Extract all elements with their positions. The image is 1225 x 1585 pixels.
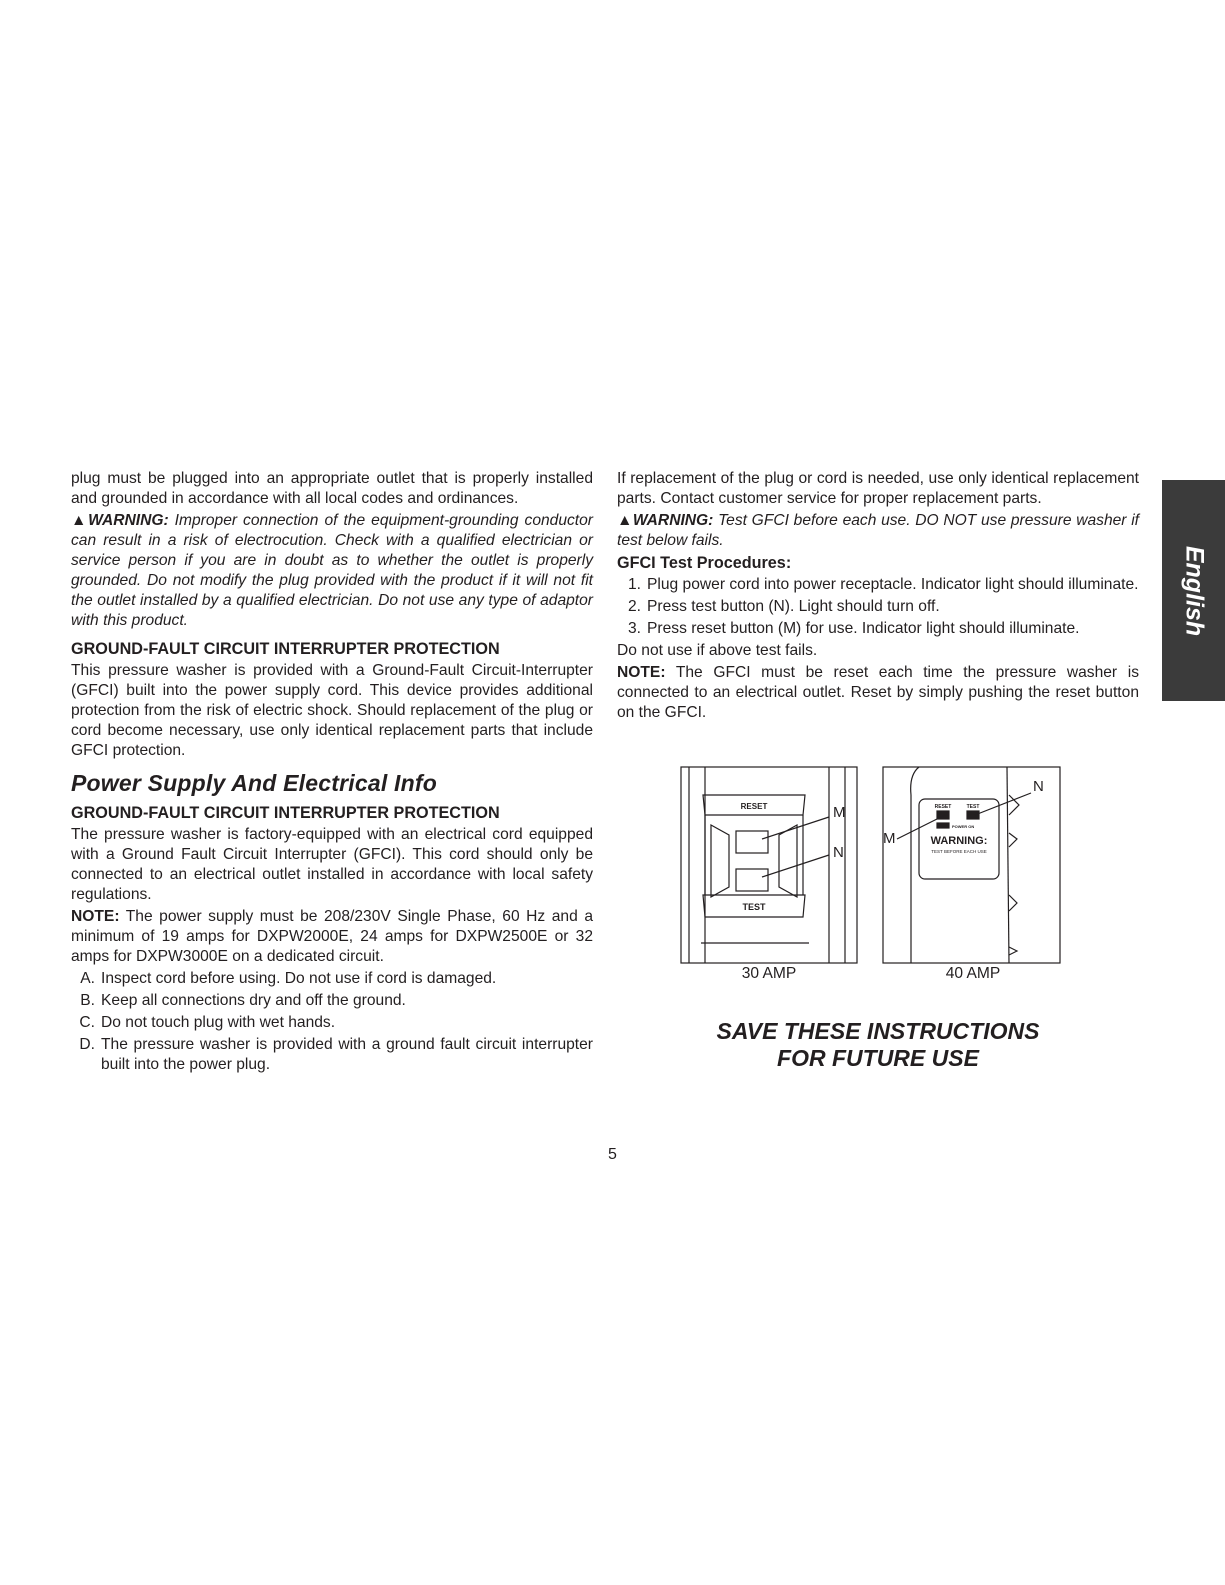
fig2-callout-n: N <box>1033 778 1044 795</box>
list-marker: 2. <box>627 598 641 615</box>
fig2-callout-m: M <box>883 830 896 847</box>
test-steps-list <box>617 575 1139 639</box>
fig2-power-label: POWER ON <box>952 824 975 829</box>
warning-electrocution <box>71 511 593 631</box>
test-fail-paragraph: Do not use if above test fails. <box>617 642 818 659</box>
gfci-illustration <box>679 765 1063 965</box>
fig1-callout-m: M <box>833 804 846 821</box>
gfci-30amp-figure <box>681 767 857 963</box>
list-item <box>617 575 1139 595</box>
fig1-caption: 30 AMP <box>741 965 797 982</box>
list-item <box>71 1035 593 1075</box>
list-text: Keep all connections dry and off the ground. <box>101 992 406 1009</box>
list-marker: D. <box>79 1036 95 1053</box>
right-column <box>617 469 1139 725</box>
note-text: The GFCI must be reset each time the pressure washer is connected to an electrical outlet. Reset by simply pushing the reset button on the GFCI. <box>617 664 1139 721</box>
list-text: Press test button (N). Light should turn off. <box>647 598 940 615</box>
fig1-callout-n: N <box>833 844 844 861</box>
power-note <box>71 907 593 967</box>
list-item <box>71 1013 593 1033</box>
note-label: NOTE: <box>617 664 666 681</box>
gfci-paragraph-2: The pressure washer is factory-equipped with an electrical cord equipped with a Ground Fault Circuit Interrupter (GFCI). This cord should only be connected to an electrical outlet installed in accordance with local safety regulations. <box>71 826 593 903</box>
list-item <box>617 597 1139 617</box>
test-procedures-heading: GFCI Test Procedures: <box>617 554 792 572</box>
list-text: Inspect cord before using. Do not use if cord is damaged. <box>101 970 497 987</box>
list-marker: 1. <box>627 576 641 593</box>
intro-paragraph: plug must be plugged into an appropriate outlet that is properly installed and grounded in accordance with all local codes and ordinances. <box>71 470 593 507</box>
list-item <box>71 969 593 989</box>
note-label: NOTE: <box>71 908 120 925</box>
list-text: Plug power cord into power receptacle. Indicator light should illuminate. <box>647 576 1139 593</box>
gfci-40amp-figure <box>883 767 1060 963</box>
list-text: Do not touch plug with wet hands. <box>101 1014 336 1031</box>
save-line-2: FOR FUTURE USE <box>777 1045 979 1071</box>
fig2-caption: 40 AMP <box>945 965 1001 982</box>
warning-icon: ▲ <box>617 512 633 529</box>
warning-label: WARNING: <box>88 512 169 529</box>
fig1-test-label: TEST <box>742 902 766 912</box>
gfci-heading-2: GROUND-FAULT CIRCUIT INTERRUPTER PROTECTION <box>71 804 500 822</box>
list-text: Press reset button (M) for use. Indicator light should illuminate. <box>647 620 1080 637</box>
list-text: The pressure washer is provided with a ground fault circuit interrupter built into the power plug. <box>101 1036 593 1073</box>
list-marker: B. <box>80 992 95 1009</box>
list-marker: 3. <box>627 620 641 637</box>
fig2-test-label: TEST <box>966 804 980 810</box>
warning-text: Improper connection of the equipment-grounding conductor can result in a risk of electrocution. Check with a qualified electrician or service person if you are in doubt as to whether the outlet is properly grounded. Do not modify the plug provided with the product if it will not fit the outlet installed by a qualified electrician. Do not use any type of adaptor with this product. <box>71 512 593 629</box>
language-tab-label: English <box>1180 545 1208 636</box>
save-instructions-notice <box>617 1018 1139 1072</box>
fig1-reset-label: RESET <box>740 802 768 811</box>
save-line-1: SAVE THESE INSTRUCTIONS <box>716 1018 1040 1044</box>
language-tab <box>1162 480 1225 701</box>
list-item <box>617 619 1139 639</box>
fig2-warning-sub: TEST BEFORE EACH USE <box>931 849 987 854</box>
list-item <box>71 991 593 1011</box>
list-marker: A. <box>80 970 95 987</box>
gfci-heading: GROUND-FAULT CIRCUIT INTERRUPTER PROTECTION <box>71 640 500 658</box>
section-title: Power Supply And Electrical Info <box>71 770 437 796</box>
list-marker: C. <box>79 1014 95 1031</box>
warning-label: WARNING: <box>632 512 714 529</box>
gfci-paragraph: This pressure washer is provided with a Ground-Fault Circuit-Interrupter (GFCI) built into the power supply cord. This device provides additional protection from the risk of electric shock. Should replacement of the plug or cord become necessary, use only identical replacement parts that include GFCI protection. <box>71 662 593 759</box>
replacement-paragraph: If replacement of the plug or cord is needed, use only identical replacement parts. Contact customer service for proper replacement parts. <box>617 470 1139 507</box>
fig2-reset-label: RESET <box>934 804 952 810</box>
warning-icon: ▲ <box>71 512 89 529</box>
reset-note <box>617 663 1139 723</box>
warning-test-gfci <box>617 511 1139 551</box>
safety-list <box>71 969 593 1075</box>
note-text: The power supply must be 208/230V Single Phase, 60 Hz and a minimum of 19 amps for DXPW2000E, 24 amps for DXPW2500E or 32 amps for DXPW3000E on a dedicated circuit. <box>71 908 593 965</box>
gfci-figures <box>679 765 1063 990</box>
left-column <box>71 469 593 1077</box>
warning-text: Test GFCI before each use. DO NOT use pressure washer if test below fails. <box>617 512 1139 549</box>
fig2-warning-label: WARNING: <box>930 835 988 847</box>
page-number: 5 <box>608 1146 617 1163</box>
